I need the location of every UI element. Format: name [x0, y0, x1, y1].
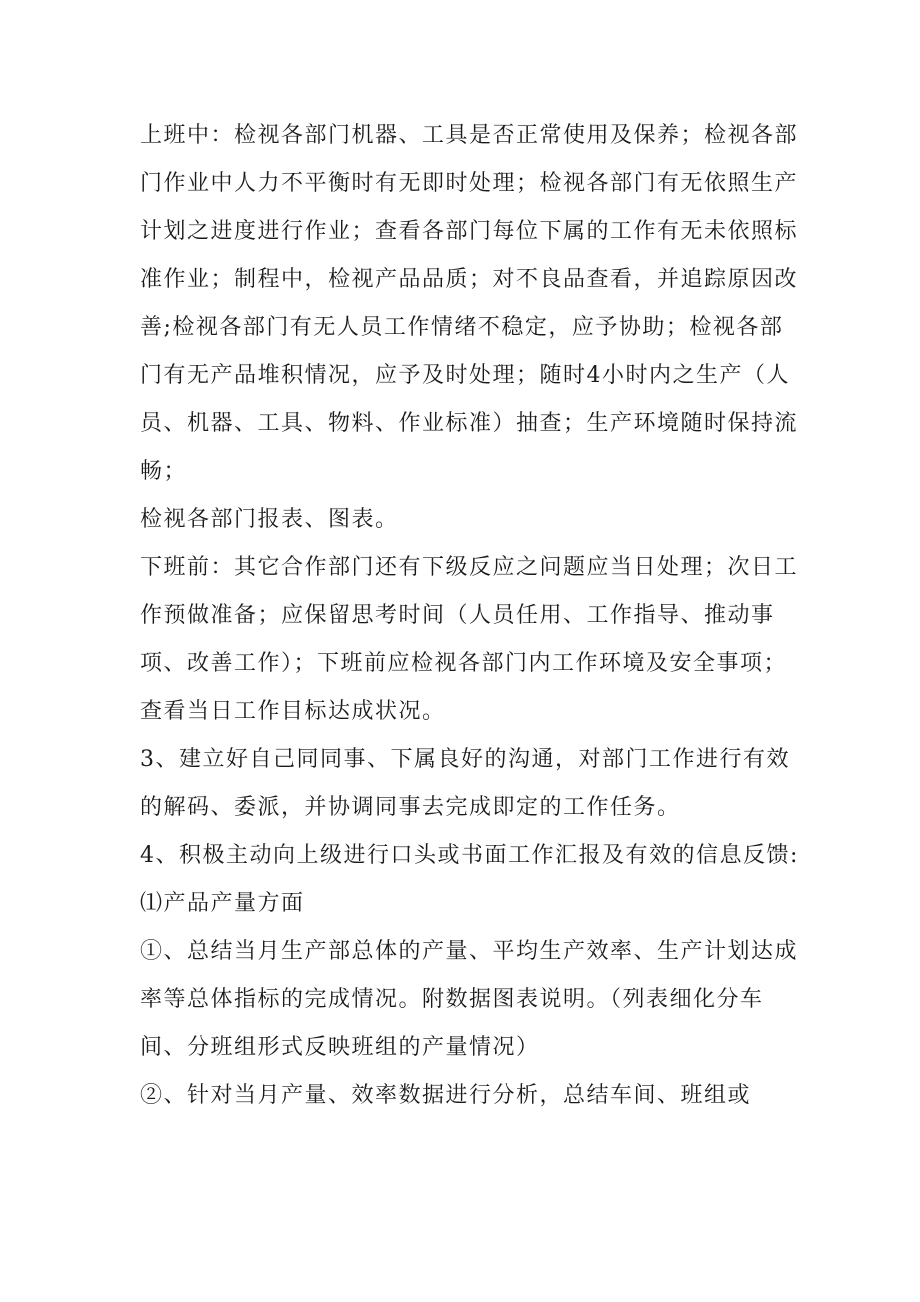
paragraph-item-3: 3、建立好自己同同事、下属良好的沟通，对部门工作进行有效的解码、委派，并协调同事去完成即定的工作任务。	[140, 747, 790, 820]
paragraph-output-point-1: ①、总结当月生产部总体的产量、平均生产效率、生产计划达成率等总体指标的完成情况。附数据图表说明。（列表细化分车间、分班组形式反映班组的产量情况）	[140, 939, 799, 1060]
paragraph-before-leaving: 下班前：其它合作部门还有下级反应之问题应当日处理；次日工作预做准备；应保留思考时间（人员任用、工作指导、推动事项、改善工作）；下班前应检视各部门内工作环境及安全事项；查看当日工作目标达成状况。	[140, 555, 799, 724]
paragraph-during-shift: 上班中：检视各部门机器、工具是否正常使用及保养；检视各部门作业中人力不平衡时有无即时处理；检视各部门有无依照生产计划之进度进行作业；查看各部门每位下属的工作有无未依照标准作业；制程中，检视产品品质；对不良品查看，并追踪原因改善;检视各部门有无人员工作情绪不稳定，应予协助；检视各部门有无产品堆积情况，应予及时处理；随时4小时内之生产（人员、机器、工具、物料、作业标准）抽查；生产环境随时保持流畅；	[140, 123, 799, 484]
paragraph-check-reports: 检视各部门报表、图表。	[140, 507, 399, 532]
paragraph-output-heading: ⑴产品产量方面	[140, 891, 305, 916]
document-body	[140, 112, 800, 1120]
paragraph-item-4: 4、积极主动向上级进行口头或书面工作汇报及有效的信息反馈:	[140, 843, 799, 868]
paragraph-output-point-2: ②、针对当月产量、效率数据进行分析，总结车间、班组或	[140, 1083, 752, 1108]
